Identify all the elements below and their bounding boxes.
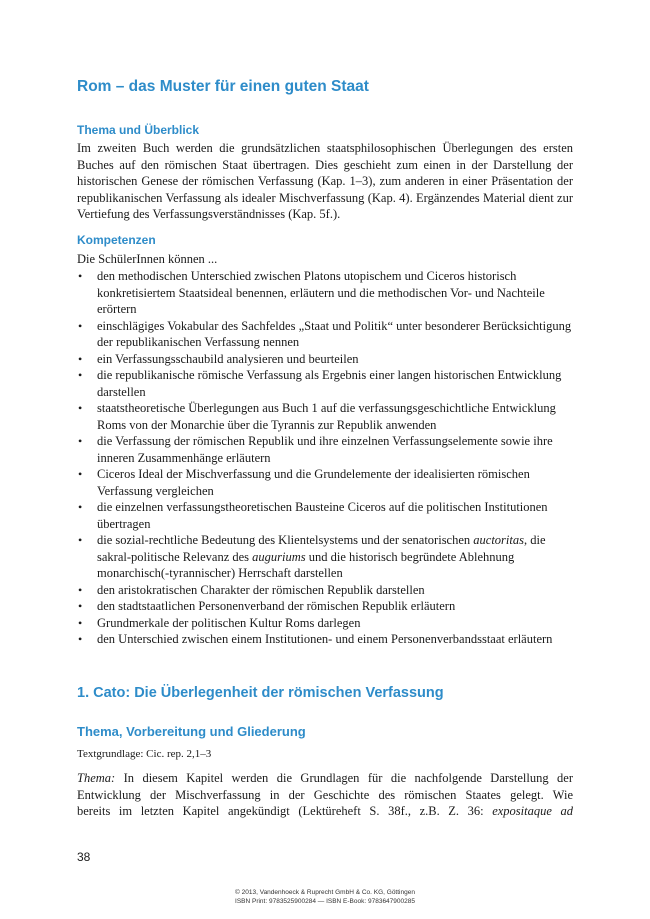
text-line: Entwicklung der Mischverfassung in der Geschichte des römischen Staates gelegt. Wie	[77, 787, 573, 802]
bullet-icon: •	[78, 401, 83, 415]
list-item: • die einzelnen verfassungstheoretischen Bausteine Ciceros auf die politischen Institutionen übertragen	[78, 500, 548, 531]
page-title: Rom – das Muster für einen guten Staat	[77, 78, 369, 95]
list-item: • Ciceros Ideal der Mischverfassung und die Grundelemente der idealisierten römischen Verfassung vergleichen	[78, 467, 530, 498]
list-item	[77, 532, 573, 582]
heading-thema-ueberblick: Thema und Überblick	[77, 123, 200, 137]
bullet-icon: •	[78, 467, 83, 481]
list-item: • Grundmerkale der politischen Kultur Roms darlegen	[78, 615, 361, 630]
list-item: • staatstheoretische Überlegungen aus Buch 1 auf die verfassungsgeschichtliche Entwicklung Roms von der Monarchie über die Tyrannis zur Republik anwenden	[78, 401, 556, 432]
bullet-icon: •	[78, 615, 83, 630]
list-item: • den aristokratischen Charakter der römischen Republik darstellen	[78, 582, 425, 597]
bullet-icon: •	[78, 533, 83, 547]
bullet-icon: •	[78, 434, 83, 448]
list-item-text: die sozial-rechtliche Bedeutung des Klientelsystems und der senatorischen auctoritas, die sakral-politische Relevanz des auguriums und die historisch begründete Ablehnung monarchisch(-tyrannischer) Herrschaft darstellen	[97, 533, 546, 580]
list-item: • den stadtstaatlichen Personenverband der römischen Republik erläutern	[78, 599, 456, 613]
list-item: • ein Verfassungsschaubild analysieren und beurteilen	[78, 351, 359, 366]
bullet-icon: •	[78, 632, 83, 646]
bullet-icon: •	[78, 599, 83, 613]
bullet-icon: •	[78, 368, 83, 382]
heading-kompetenzen: Kompetenzen	[77, 233, 156, 247]
page-number: 38	[77, 850, 91, 864]
chapter-1-subheading: Thema, Vorbereitung und Gliederung	[77, 724, 306, 739]
list-item: • einschlägiges Vokabular des Sachfeldes „Staat und Politik“ unter besonderer Berücksichtigung der republikanischen Verfassung nennen	[78, 318, 572, 349]
textgrundlage: Textgrundlage: Cic. rep. 2,1–3	[77, 748, 212, 760]
paragraph-thema-chapter1	[77, 770, 573, 820]
footer-copyright: © 2013, Vandenhoeck & Ruprecht GmbH & Co. KG, Göttingen	[235, 889, 415, 896]
kompetenzen-list	[77, 268, 573, 648]
bullet-icon: •	[78, 500, 83, 514]
bullet-icon: •	[78, 269, 83, 283]
bullet-icon: •	[78, 351, 83, 366]
bullet-icon: •	[78, 318, 83, 333]
text-line: bereits im letzten Kapitel angekündigt (Lektüreheft S. 38f., z.B. Z. 36: expositaque ad	[77, 804, 573, 818]
footer-isbn: ISBN Print: 9783525900284 — ISBN E-Book: 9783647900285	[235, 898, 415, 905]
list-item: • den methodischen Unterschied zwischen Platons utopischem und Ciceros historisch konkretisiertem Staatsideal benennen, erläutern und die methodischen Vor- und Nachteile erörtern	[78, 269, 545, 316]
bullet-icon: •	[78, 582, 83, 597]
kompetenzen-intro: Die SchülerInnen können ...	[77, 252, 218, 266]
paragraph-thema: Im zweiten Buch werden die grundsätzlichen staatsphilosophischen Überlegungen des ersten Buches auf den römischen Staat übertragen. Dies geschieht zum einen in der Darstellung der historischen Genese der römischen Verfassung (Kap. 1–3), zum anderen in einer Präsentation der republikanischen Verfassung als idealer Mischverfassung (Kap. 4). Ergänzendes Material dient zur Vertiefung des Verfassungsverständnisses (Kap. 5f.).	[77, 141, 573, 221]
chapter-1-heading: 1. Cato: Die Überlegenheit der römischen Verfassung	[77, 685, 444, 701]
text-line: Thema: In diesem Kapitel werden die Grundlagen für die nachfolgende Darstellung der	[77, 771, 573, 785]
list-item: • die republikanische römische Verfassung als Ergebnis einer langen historischen Entwicklung darstellen	[78, 368, 562, 399]
list-item: • den Unterschied zwischen einem Institutionen- und einem Personenverbandsstaat erläutern	[78, 632, 553, 646]
list-item: • die Verfassung der römischen Republik und ihre einzelnen Verfassungselemente sowie ihre inneren Zusammenhänge erläutern	[78, 434, 553, 465]
